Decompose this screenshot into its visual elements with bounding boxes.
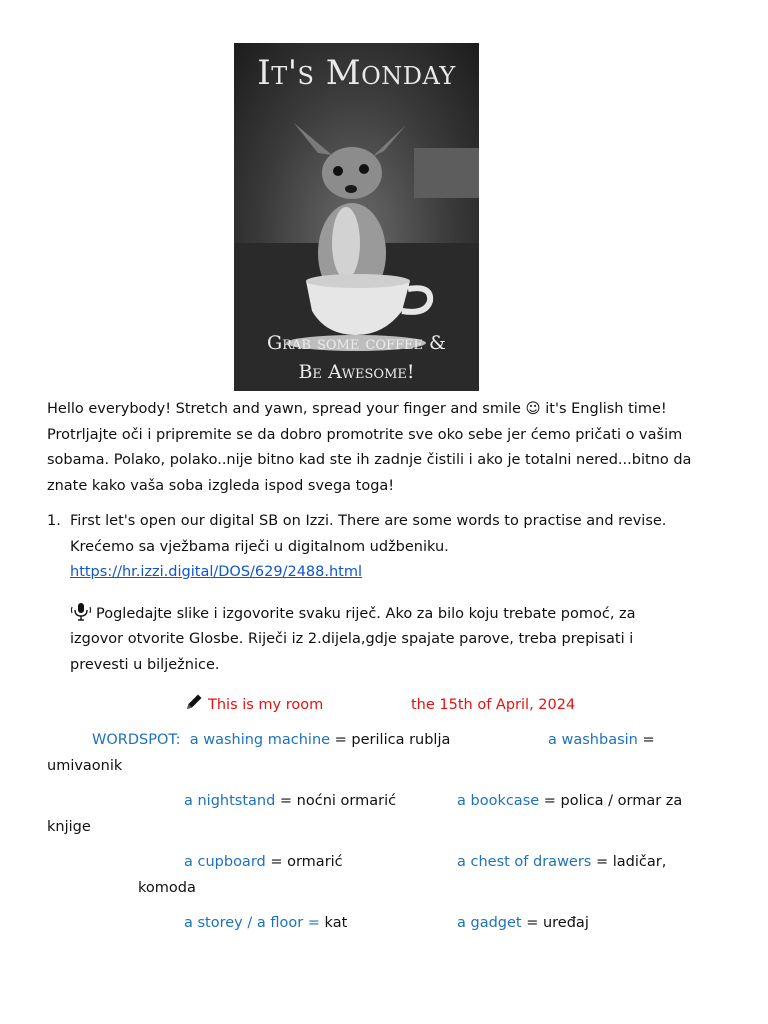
word-en: a washbasin — [548, 732, 638, 748]
word-hr: = noćni ormarić — [275, 793, 397, 809]
date: the 15th of April, 2024 — [411, 697, 576, 713]
word-hr: = — [637, 732, 655, 748]
word-en: a storey / a floor = — [184, 915, 320, 931]
wordspot-item — [457, 789, 682, 815]
word-en: a gadget — [457, 915, 522, 931]
microphone-icon — [70, 600, 92, 622]
word-en: a nightstand — [184, 793, 276, 809]
wordspot-item — [184, 789, 396, 815]
wordspot-item — [548, 728, 655, 754]
wordspot-label: WORDSPOT: — [92, 732, 181, 748]
word-hr: umivaonik — [47, 758, 123, 774]
poster-caption-line-1: Grab some coffee & — [267, 332, 446, 354]
wordspot-item — [457, 911, 589, 937]
word-hr: = ormarić — [265, 854, 343, 870]
monday-poster-image — [234, 43, 479, 391]
wordspot-item — [457, 850, 666, 876]
word-hr: kat — [319, 915, 348, 931]
wordspot-item — [184, 911, 347, 937]
poster-caption-line-2: Be Awesome! — [298, 361, 415, 383]
word-en: a cupboard — [184, 854, 266, 870]
word-en: a chest of drawers — [457, 854, 592, 870]
word-en: a bookcase — [457, 793, 540, 809]
wordspot-row-1 — [92, 728, 450, 754]
word-hr: = polica / ormar za — [539, 793, 683, 809]
step-number: 1. — [47, 513, 61, 529]
wordspot-item — [184, 850, 343, 876]
word-hr: = perilica rublja — [330, 732, 451, 748]
speak-line-1: Pogledajte slike i izgovorite svaku riječ. Ako za bilo koju trebate pomoć, za — [96, 606, 636, 622]
step-line-1: First let's open our digital SB on Izzi. There are some words to practise and revise. — [70, 513, 667, 529]
speak-line-2: izgovor otvorite Glosbe. Riječi iz 2.dijela,gdje spajate parove, treba prepisati i — [70, 631, 634, 647]
intro-paragraph: Hello everybody! Stretch and yawn, spread your finger and smile ☺ it's English time! Protrljajte oči i pripremite se da dobro promotrite sve oko sebe jer ćemo pričati o vašim sobama. Polako, polako..nije bitno kad ste ih zadnje čistili i ako je totalni nered...bitno da znate kako vaša soba izgleda ispod svega toga! — [47, 401, 692, 494]
word-hr: komoda — [138, 880, 196, 896]
word-hr: = ladičar, — [591, 854, 667, 870]
word-hr: knjige — [47, 819, 91, 835]
izzi-link[interactable]: https://hr.izzi.digital/DOS/629/2488.html — [70, 564, 363, 580]
poster-title: It's Monday — [257, 53, 456, 93]
speak-line-3: prevesti u bilježnice. — [70, 657, 220, 673]
word-en: a washing machine — [189, 732, 331, 748]
step-line-2: Krećemo sa vježbama riječi u digitalnom udžbeniku. — [70, 539, 449, 555]
pencil-icon — [184, 692, 204, 712]
room-title: This is my room — [208, 697, 324, 713]
word-hr: = uređaj — [521, 915, 589, 931]
poster-caption — [234, 329, 479, 387]
